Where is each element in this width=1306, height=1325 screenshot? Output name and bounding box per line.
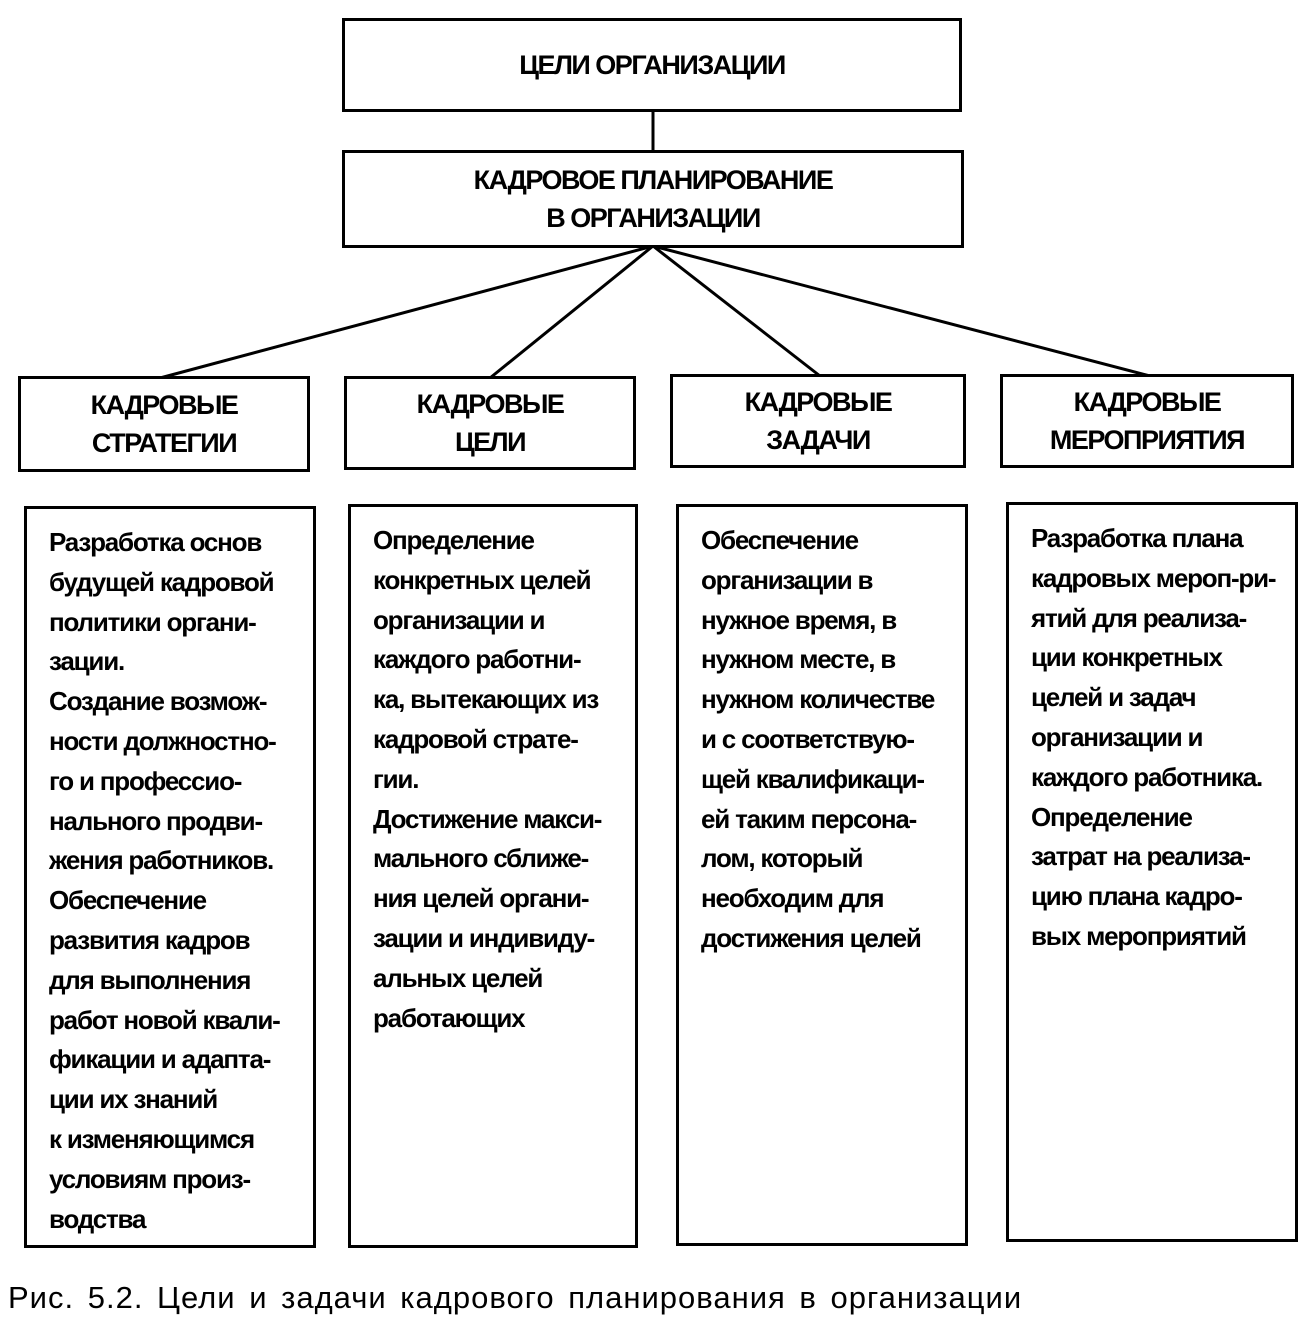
body-text-line: ния целей органи-: [373, 883, 589, 914]
body-text-line: зации и индивиду-: [373, 922, 595, 953]
body-text-line: условиям произ-: [49, 1163, 250, 1194]
hr-planning-line-1: КАДРОВОЕ ПЛАНИРОВАНИЕ: [473, 165, 833, 195]
body-text-line: организации в: [701, 564, 873, 595]
body-text-line: развития кадров: [49, 924, 250, 955]
body-text-line: гии.: [373, 763, 419, 794]
body-text-line: щей квалификаци-: [701, 763, 924, 794]
hr-tasks-header-line-2: ЗАДАЧИ: [766, 425, 870, 455]
body-text-line: организации и: [1031, 721, 1203, 752]
body-text-line: ятий для реализа-: [1031, 602, 1247, 633]
hr-planning-line-2: В ОРГАНИЗАЦИИ: [546, 203, 760, 233]
connector-to-goals: [490, 246, 653, 378]
body-text-line: нужное время, в: [701, 604, 897, 635]
body-text-line: Обеспечение: [701, 525, 858, 555]
body-text-line: кадровых мероп-ри-: [1031, 562, 1276, 593]
hr-strategies-header-line-2: СТРАТЕГИИ: [91, 428, 237, 458]
hr-tasks-header: [670, 374, 966, 468]
hr-activities-header-line-2: МЕРОПРИЯТИЯ: [1049, 425, 1245, 455]
connector-to-strategies: [160, 246, 653, 378]
body-text-line: ции их знаний: [49, 1084, 217, 1115]
body-text-line: политики органи-: [49, 606, 256, 637]
body-text-line: Разработка плана: [1031, 523, 1243, 553]
body-text-line: Создание возмож-: [49, 686, 267, 717]
hr-strategies-header-line-1: КАДРОВЫЕ: [90, 390, 238, 420]
body-text-line: каждого работника.: [1031, 761, 1263, 792]
body-text-line: вых мероприятий: [1031, 920, 1246, 951]
hr-goals-header-line-1: КАДРОВЫЕ: [416, 389, 564, 419]
body-text-line: фикации и адапта-: [49, 1044, 271, 1075]
body-text-line: ей таким персона-: [701, 803, 917, 834]
body-text-line: к изменяющимся: [49, 1123, 254, 1154]
body-text-line: мального сближе-: [373, 843, 589, 874]
body-text-line: нального продви-: [49, 805, 262, 836]
body-text-line: зации.: [49, 646, 125, 677]
hr-activities-header: [1000, 374, 1294, 468]
body-text-line: конкретных целей: [373, 564, 591, 595]
body-text-line: затрат на реализа-: [1031, 841, 1250, 872]
body-text-line: го и профессио-: [49, 765, 242, 796]
connector-to-tasks: [653, 246, 820, 376]
org-goals-box: [342, 18, 962, 112]
hr-goals-header: [344, 376, 636, 470]
hr-tasks-header-line-1: КАДРОВЫЕ: [744, 387, 892, 417]
figure-caption: Рис. 5.2. Цели и задачи кадрового планирования в организации: [8, 1280, 1023, 1315]
body-text-line: работ новой квали-: [49, 1004, 280, 1035]
body-text-line: кадровой страте-: [373, 723, 578, 754]
hr-goals-body: [348, 504, 638, 1248]
body-text-line: необходим для: [701, 883, 884, 914]
body-text-line: Определение: [373, 525, 534, 555]
hr-activities-header-line-1: КАДРОВЫЕ: [1073, 387, 1221, 417]
body-text-line: ка, вытекающих из: [373, 684, 599, 715]
body-text-line: каждого работни-: [373, 644, 581, 675]
body-text-line: лом, который: [701, 843, 863, 874]
connector-to-activities: [653, 246, 1150, 376]
hr-planning-box: [342, 150, 964, 248]
body-text-line: достижения целей: [701, 922, 921, 953]
body-text-line: работающих: [373, 1002, 525, 1033]
body-text-line: нужном месте, в: [701, 644, 896, 675]
body-text-line: ции конкретных: [1031, 642, 1222, 673]
hr-activities-body: [1006, 502, 1298, 1242]
body-text-line: будущей кадровой: [49, 566, 274, 597]
body-text-line: альных целей: [373, 962, 543, 993]
body-text-line: и с соответствую-: [701, 723, 914, 754]
body-text-line: жения работников.: [49, 845, 274, 876]
hr-tasks-body: [676, 504, 968, 1246]
body-text-line: целей и задач: [1031, 682, 1196, 713]
body-text-line: Достижение макси-: [373, 803, 602, 834]
body-text-line: Разработка основ: [49, 527, 262, 557]
body-text-line: водства: [49, 1203, 146, 1234]
body-text-line: цию плана кадро-: [1031, 881, 1242, 912]
body-text-line: Определение: [1031, 801, 1192, 832]
hr-strategies-body: [24, 506, 316, 1248]
body-text-line: организации и: [373, 604, 545, 635]
body-text-line: ности должностно-: [49, 725, 276, 756]
hr-goals-header-line-2: ЦЕЛИ: [454, 427, 526, 457]
org-goals-title: ЦЕЛИ ОРГАНИЗАЦИИ: [519, 50, 785, 80]
hr-strategies-header: [18, 376, 310, 472]
body-text-line: для выполнения: [49, 964, 251, 995]
body-text-line: Обеспечение: [49, 885, 206, 916]
body-text-line: нужном количестве: [701, 684, 935, 715]
